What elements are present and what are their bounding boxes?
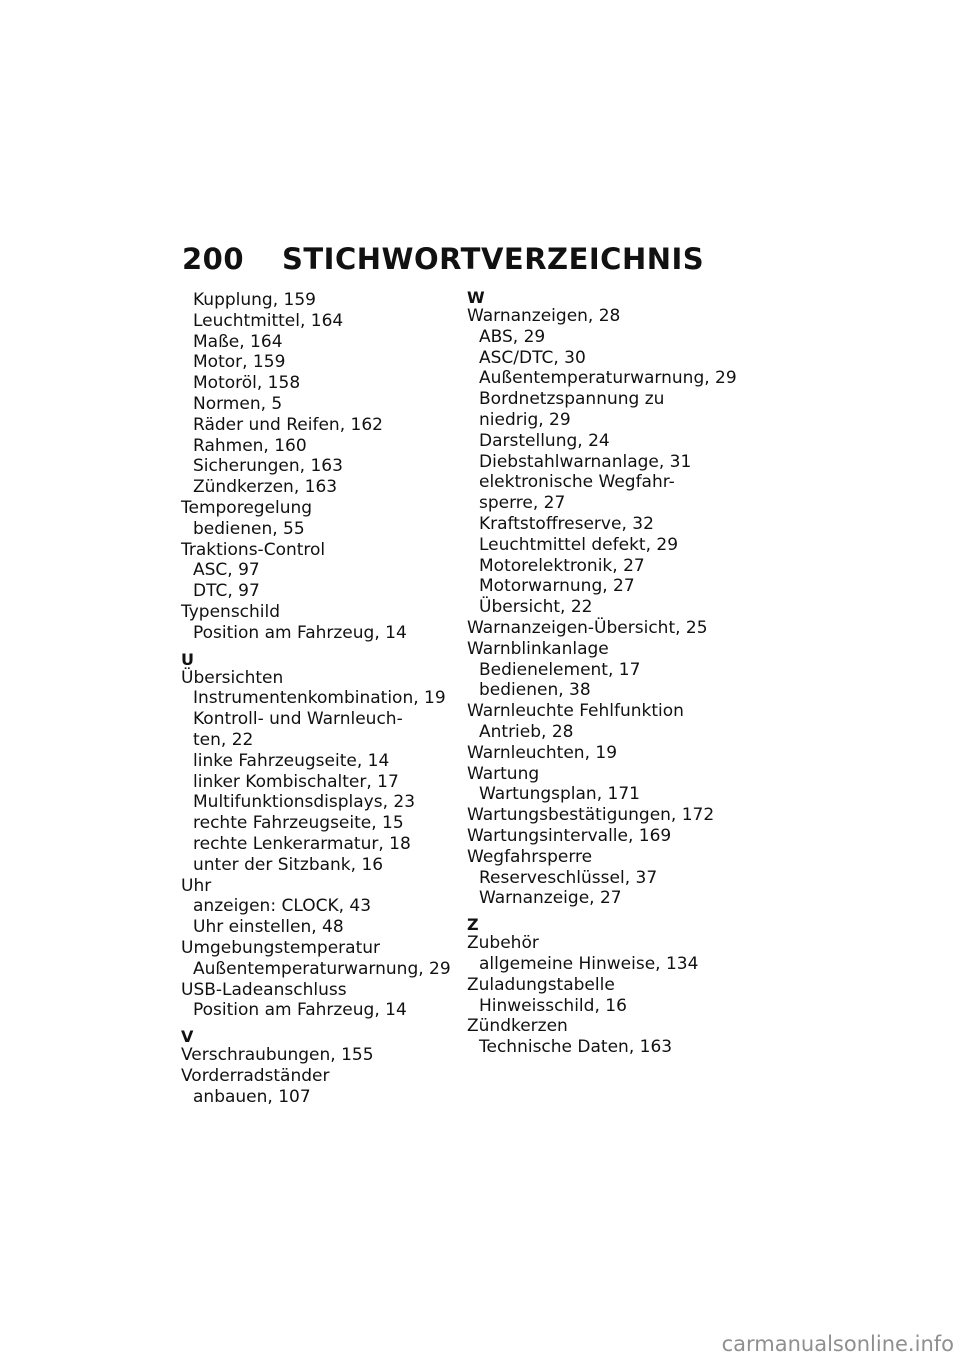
index-entry: Warnleuchte Fehlfunktion <box>467 701 684 722</box>
index-subentry: Rahmen, 160 <box>193 435 307 456</box>
index-entry: Warnanzeigen-Übersicht, 25 <box>467 617 708 638</box>
index-subentry: Kraftstoffreserve, 32 <box>479 513 654 534</box>
index-subentry: Maße, 164 <box>193 331 283 352</box>
index-subentry: Motor, 159 <box>193 352 286 373</box>
index-entry: Wegfahrsperre <box>467 846 593 867</box>
index-subentry: unter der Sitzbank, 16 <box>193 854 384 875</box>
index-subentry: Multifunktionsdisplays, 23 <box>193 792 416 813</box>
index-entry: Warnanzeigen, 28 <box>467 306 621 326</box>
index-subentry: Darstellung, 24 <box>479 430 610 451</box>
index-subentry: linker Kombischalter, 17 <box>193 771 399 792</box>
index-entry: Übersichten <box>181 667 284 688</box>
index-column-right <box>467 290 737 1058</box>
index-subentry: Position am Fahrzeug, 14 <box>193 1000 407 1021</box>
index-subentry: Kupplung, 159 <box>193 290 316 310</box>
index-subentry: sperre, 27 <box>479 493 566 514</box>
index-subentry: DTC, 97 <box>193 581 260 602</box>
index-column-left <box>181 290 451 1107</box>
index-subentry: anzeigen: CLOCK, 43 <box>193 896 372 917</box>
index-entry: Typenschild <box>181 601 281 622</box>
index-subentry: Uhr einstellen, 48 <box>193 917 344 938</box>
index-subentry: Instrumentenkombination, 19 <box>193 688 446 709</box>
index-subentry: Reserveschlüssel, 37 <box>479 867 658 888</box>
index-subentry: niedrig, 29 <box>479 409 571 430</box>
watermark-link[interactable]: carmanualsonline.info <box>721 1332 954 1356</box>
index-entry: Wartungsbestätigungen, 172 <box>467 805 715 826</box>
index-subentry: Leuchtmittel defekt, 29 <box>479 534 679 555</box>
index-subentry: Motorwarnung, 27 <box>479 576 635 597</box>
index-subentry: elektronische Wegfahr- <box>479 472 675 493</box>
index-entry: Wartung <box>467 763 540 784</box>
index-subentry: bedienen, 38 <box>479 680 591 701</box>
index-subentry: Leuchtmittel, 164 <box>193 310 344 331</box>
index-entry: Uhr <box>181 875 212 896</box>
index-letter-heading: W <box>467 288 485 307</box>
index-entry: Zubehör <box>467 933 539 954</box>
index-subentry: Bedienelement, 17 <box>479 659 641 680</box>
index-subentry: Außentemperaturwarnung, 29 <box>193 958 451 979</box>
index-subentry: Außentemperaturwarnung, 29 <box>479 368 737 389</box>
index-entry: Vorderradständer <box>181 1065 330 1086</box>
index-letter-heading: U <box>181 649 194 669</box>
index-entry: Verschraubungen, 155 <box>181 1045 374 1066</box>
index-entry: Warnblinkanlage <box>467 638 609 659</box>
index-subentry: ten, 22 <box>193 729 254 750</box>
page-title: STICHWORTVERZEICHNIS <box>282 242 705 276</box>
index-subentry: Kontroll- und Warnleuch- <box>193 709 403 730</box>
index-subentry: ABS, 29 <box>479 326 546 347</box>
index-entry: Warnleuchten, 19 <box>467 742 618 763</box>
index-subentry: Übersicht, 22 <box>479 597 593 618</box>
index-subentry: Position am Fahrzeug, 14 <box>193 622 407 643</box>
index-subentry: Antrieb, 28 <box>479 721 574 742</box>
index-subentry: Warnanzeige, 27 <box>479 888 622 909</box>
index-subentry: Diebstahlwarnanlage, 31 <box>479 451 692 472</box>
index-subentry: allgemeine Hinweise, 134 <box>479 953 699 974</box>
index-subentry: Bordnetzspannung zu <box>479 389 665 410</box>
index-subentry: anbauen, 107 <box>193 1086 311 1107</box>
index-subentry: rechte Lenkerarmatur, 18 <box>193 833 411 854</box>
index-subentry: Räder und Reifen, 162 <box>193 414 383 435</box>
index-entry: Traktions-Control <box>181 539 326 560</box>
index-subentry: rechte Fahrzeugseite, 15 <box>193 813 404 834</box>
index-subentry: Sicherungen, 163 <box>193 456 343 477</box>
index-subentry: Motorelektronik, 27 <box>479 555 645 576</box>
index-subentry: Zündkerzen, 163 <box>193 477 338 498</box>
index-entry: Zündkerzen <box>467 1016 568 1037</box>
page-number: 200 <box>182 242 245 276</box>
index-entry: Temporegelung <box>181 497 313 518</box>
index-letter-heading: Z <box>467 915 479 935</box>
index-entry: USB-Ladeanschluss <box>181 979 347 1000</box>
index-entry: Wartungsintervalle, 169 <box>467 825 672 846</box>
index-subentry: Technische Daten, 163 <box>479 1037 673 1058</box>
index-subentry: linke Fahrzeugseite, 14 <box>193 750 390 771</box>
index-letter-heading: V <box>181 1027 194 1047</box>
index-subentry: Wartungsplan, 171 <box>479 784 640 805</box>
index-entry: Zuladungstabelle <box>467 974 615 995</box>
index-subentry: Normen, 5 <box>193 393 283 414</box>
index-subentry: bedienen, 55 <box>193 518 305 539</box>
index-subentry: ASC/DTC, 30 <box>479 347 586 368</box>
page-header <box>182 242 704 276</box>
index-subentry: ASC, 97 <box>193 560 260 581</box>
index-subentry: Hinweisschild, 16 <box>479 995 627 1016</box>
index-subentry: Motoröl, 158 <box>193 373 301 394</box>
index-entry: Umgebungstemperatur <box>181 937 381 958</box>
